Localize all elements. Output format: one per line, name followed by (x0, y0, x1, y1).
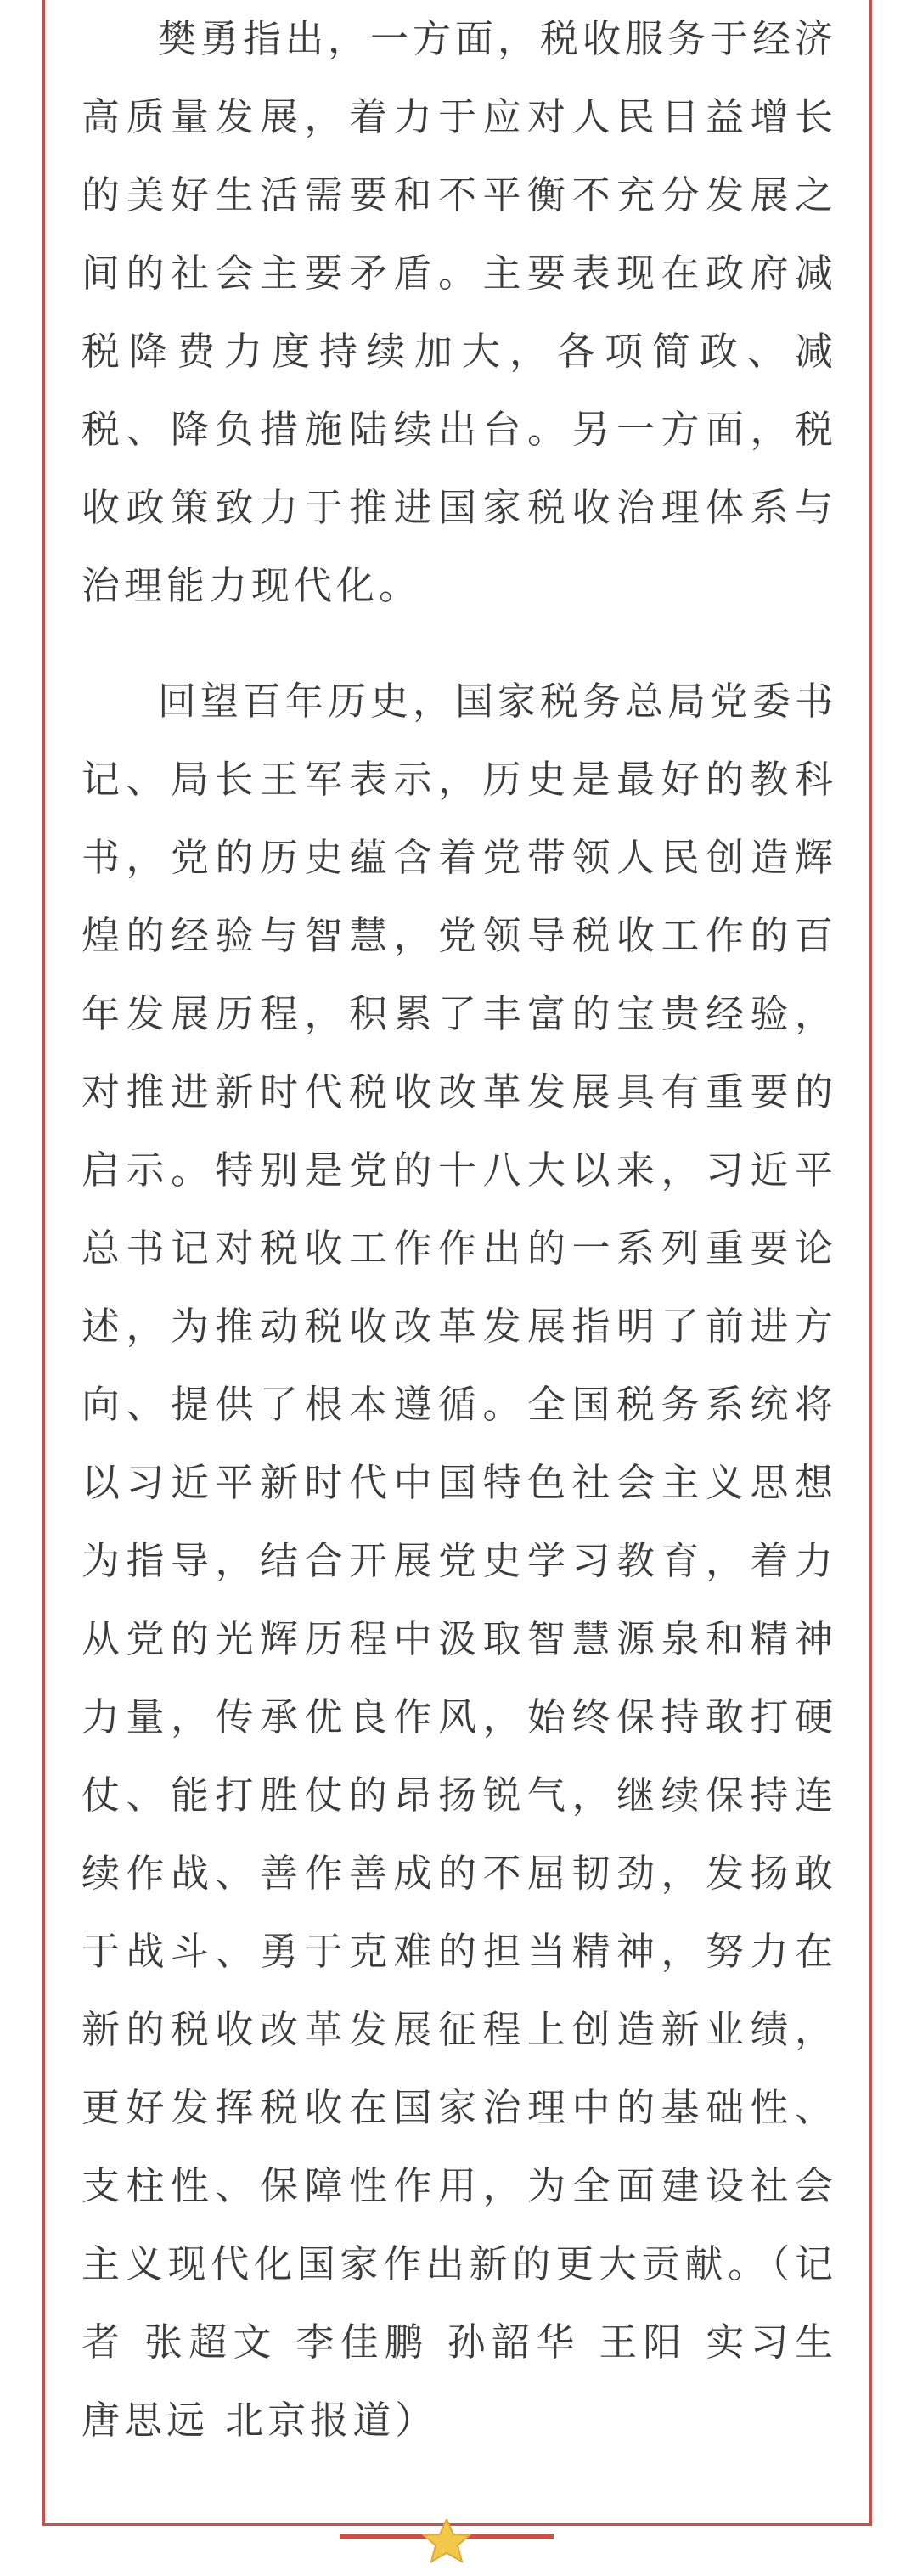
star-icon (424, 2519, 470, 2562)
article-paragraph-2: 回望百年历史，国家税务总局党委书记、局长王军表示，历史是最好的教科书，党的历史蕴含着党带领人民创造辉煌的经验与智慧，党领导税收工作的百年发展历程，积累了丰富的宝贵经验，对推进新时代税收改革发展具有重要的启示。特别是党的十八大以来，习近平总书记对税收工作作出的一系列重要论述，为推动税收改革发展指明了前进方向、提供了根本遵循。全国税务系统将以习近平新时代中国特色社会主义思想为指导，结合开展党史学习教育，着力从党的光辉历程中汲取智慧源泉和精神力量，传承优良作风，始终保持敢打硬仗、能打胜仗的昂扬锐气，继续保持连续作战、善作善成的不屈韧劲，发扬敢于战斗、勇于克难的担当精神，努力在新的税收改革发展征程上创造新业绩，更好发挥税收在国家治理中的基础性、支柱性、保障性作用，为全面建设社会主义现代化国家作出新的更大贡献。（记者 张超文 李佳鹏 孙韶华 王阳 实习生 唐思远 北京报道） (82, 679, 838, 2443)
bottom-ornament (0, 2519, 917, 2576)
article-paragraph-1: 樊勇指出，一方面，税收服务于经济高质量发展，着力于应对人民日益增长的美好生活需要和不平衡不充分发展之间的社会主要矛盾。主要表现在政府减税降费力度持续加大，各项简政、减税、降负措施陆续出台。另一方面，税收政策致力于推进国家税收治理体系与治理能力现代化。 (82, 16, 838, 608)
article-body (82, 0, 837, 2460)
ornament-graphic (0, 2519, 917, 2576)
